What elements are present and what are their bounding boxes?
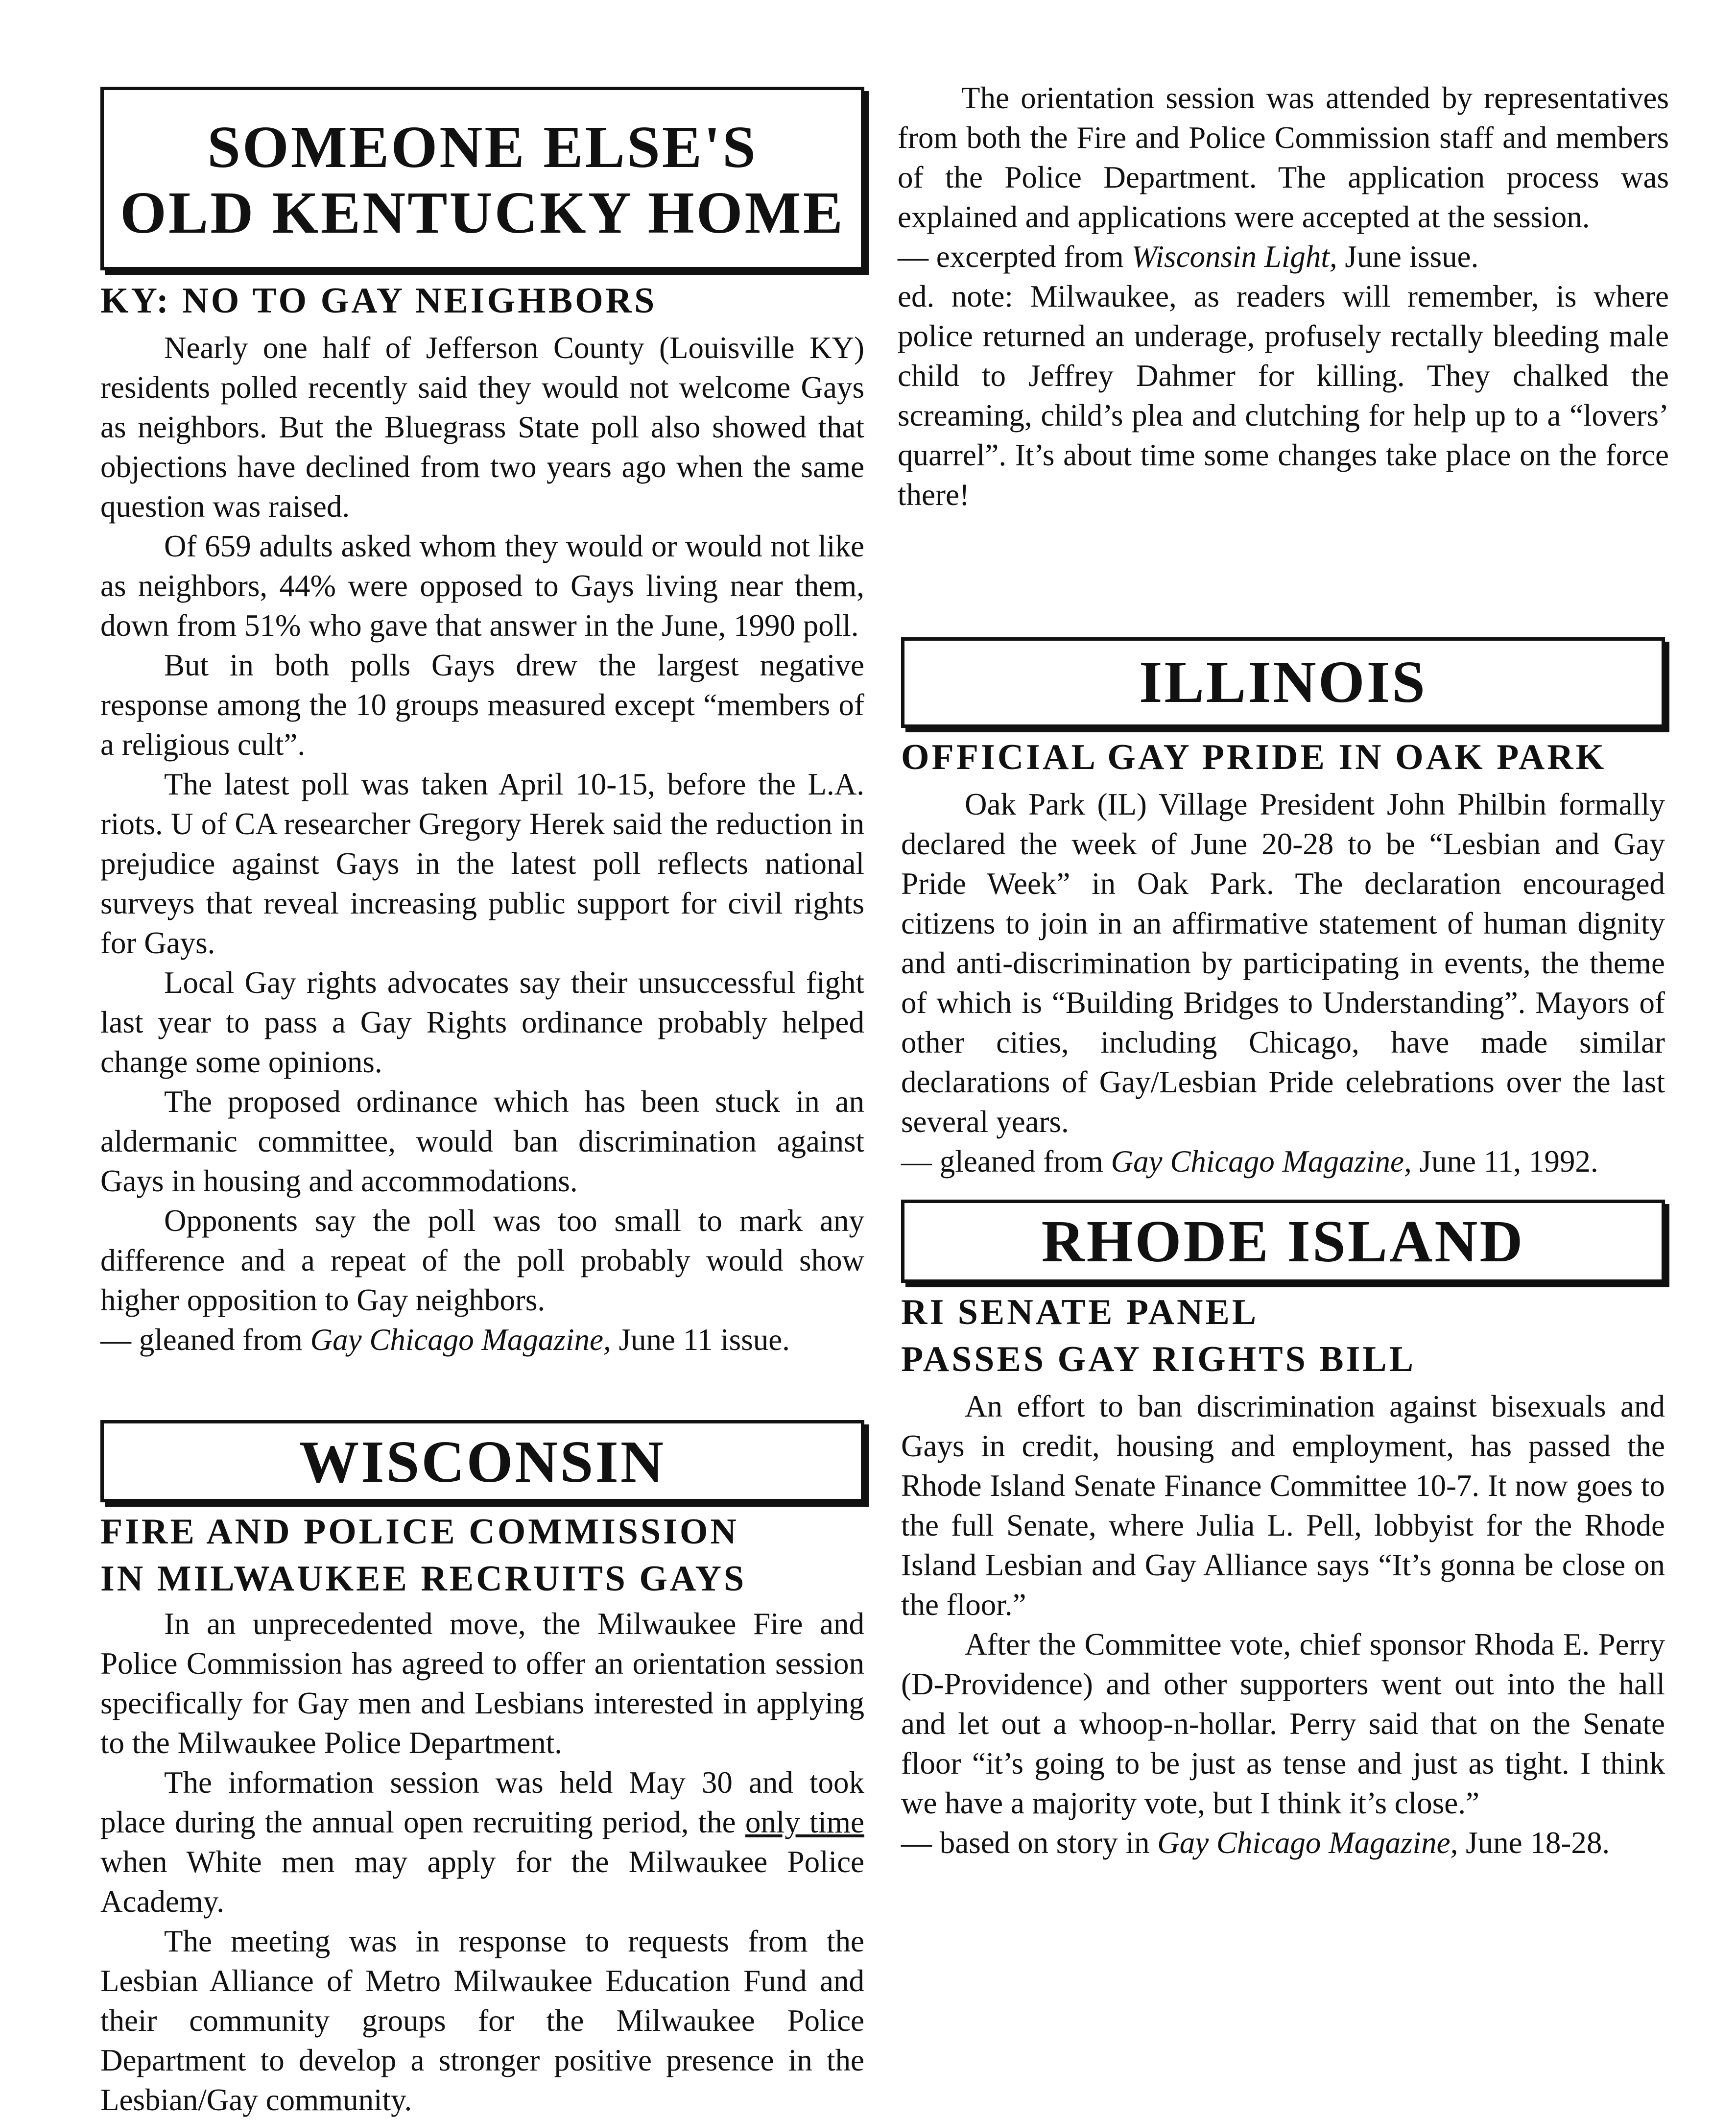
section-title: SOMEONE ELSE'S bbox=[207, 114, 758, 180]
credit-source: Wisconsin Light, bbox=[1131, 240, 1337, 274]
paragraph: Oak Park (IL) Village President John Philbin formally declared the week of June 20-28 to be “Lesbian and Gay Pride Week” in Oak Park. The declaration encouraged citizens to join in an affirmative statement of human dignity and anti-discrimination by participating in events, the theme of which is “Building Bridges to Understanding”. Mayors of other cities, including Chicago, have made similar declarations of Gay/Lesbian Pride celebrations over the last several years. bbox=[901, 787, 1665, 1139]
article-body bbox=[100, 328, 864, 1360]
illinois-section bbox=[901, 637, 1665, 1181]
left-column bbox=[100, 87, 864, 1360]
paragraph: The latest poll was taken April 10-15, before the L.A. riots. U of CA researcher Gregory Herek said the reduction in prejudice against Gays in the latest poll reflects national surveys that reveal increasing public support for civil rights for Gays. bbox=[100, 767, 864, 960]
paragraph: In an unprecedented move, the Milwaukee Fire and Police Commission has agreed to offer an orientation session specifically for Gay men and Lesbians interested in applying to the Milwaukee Police Department. bbox=[100, 1607, 864, 1760]
kentucky-section-box bbox=[100, 87, 864, 270]
text: The information session was held May 30 and took place during the annual open recruiting period, the bbox=[100, 1765, 864, 1839]
paragraph: Opponents say the poll was too small to mark any difference and a repeat of the poll probably would show higher opposition to Gay neighbors. bbox=[100, 1204, 864, 1317]
credit-prefix: — based on story in bbox=[901, 1826, 1158, 1860]
credit-prefix: — gleaned from bbox=[901, 1144, 1111, 1179]
article-body bbox=[901, 785, 1665, 1181]
section-title: WISCONSIN bbox=[299, 1429, 666, 1495]
wisconsin-continued bbox=[898, 78, 1669, 515]
headline: PASSES GAY RIGHTS BILL bbox=[901, 1339, 1416, 1379]
rhode-island-section bbox=[901, 1200, 1665, 1863]
paragraph: An effort to ban discrimination against bisexuals and Gays in credit, housing and employment, has passed the Rhode Island Senate Finance Committee 10-7. It now goes to the full Senate, where Julia L. Pell, lobbyist for the Rhode Island Lesbian and Gay Alliance says “It’s gonna be close on the floor.” bbox=[901, 1389, 1665, 1622]
text: when White men may apply for the Milwaukee Police Academy. bbox=[100, 1845, 864, 1919]
credit-prefix: — gleaned from bbox=[100, 1323, 310, 1357]
credit-line bbox=[901, 1142, 1665, 1181]
paragraph: But in both polls Gays drew the largest negative response among the 10 groups measured except “members of a religious cult”. bbox=[100, 648, 864, 762]
credit-suffix: June 18-28. bbox=[1458, 1826, 1610, 1860]
section-title: OLD KENTUCKY HOME bbox=[119, 180, 845, 246]
editor-note: ed. note: Milwaukee, as readers will remember, is where police returned an underage, profusely rectally bleeding male child to Jeffrey Dahmer for killing. They chalked the screaming, child’s plea and clutching for help up to a “lovers’ quarrel”. It’s about time some changes take place on the force there! bbox=[898, 279, 1669, 512]
headline: RI SENATE PANEL bbox=[901, 1292, 1259, 1332]
paragraph bbox=[100, 1763, 864, 1922]
paragraph: The orientation session was attended by representatives from both the Fire and Police Commission staff and members of the Police Department. The application process was explained and applications were accepted at the session. bbox=[898, 81, 1669, 234]
rhode-island-section-box bbox=[901, 1200, 1665, 1283]
paragraph: Local Gay rights advocates say their unsuccessful fight last year to pass a Gay Rights ordinance probably helped change some opinions. bbox=[100, 965, 864, 1079]
paragraph: Nearly one half of Jefferson County (Louisville KY) residents polled recently said they would not welcome Gays as neighbors. But the Bluegrass State poll also showed that objections have declined from two years ago when the same question was raised. bbox=[100, 331, 864, 524]
paragraph: After the Committee vote, chief sponsor Rhoda E. Perry (D-Providence) and other supporters went out into the hall and let out a whoop-n-hollar. Perry said that on the Senate floor “it’s going to be just as tense and just as tight. I think we have a majority vote, but I think it’s close.” bbox=[901, 1627, 1665, 1820]
credit-line bbox=[901, 1823, 1665, 1863]
paragraph: The meeting was in response to requests from the Lesbian Alliance of Metro Milwaukee Education Fund and their community groups for the Milwaukee Police Department to develop a stronger positive presence in the Lesbian/Gay community. bbox=[100, 1924, 864, 2117]
wisconsin-section bbox=[100, 1420, 864, 2120]
credit-source: Gay Chicago Magazine, bbox=[1111, 1144, 1412, 1179]
credit-suffix: June issue. bbox=[1337, 240, 1479, 274]
credit-line bbox=[100, 1320, 864, 1360]
credit-source: Gay Chicago Magazine, bbox=[310, 1323, 611, 1357]
credit-suffix: June 11 issue. bbox=[611, 1323, 790, 1357]
wisconsin-section-box bbox=[100, 1420, 864, 1502]
paragraph: The proposed ordinance which has been stuck in an aldermanic committee, would ban discrimination against Gays in housing and accommodations. bbox=[100, 1084, 864, 1198]
underlined-text: only time bbox=[745, 1805, 864, 1839]
headline: FIRE AND POLICE COMMISSION bbox=[100, 1512, 739, 1552]
illinois-section-box bbox=[901, 637, 1665, 728]
credit-suffix: June 11, 1992. bbox=[1411, 1144, 1598, 1179]
section-title: RHODE ISLAND bbox=[1041, 1208, 1525, 1275]
headline: KY: NO TO GAY NEIGHBORS bbox=[100, 281, 657, 321]
paragraph: Of 659 adults asked whom they would or would not like as neighbors, 44% were opposed to Gays living near them, down from 51% who gave that answer in the June, 1990 poll. bbox=[100, 529, 864, 643]
headline: OFFICIAL GAY PRIDE IN OAK PARK bbox=[901, 737, 1607, 777]
section-title: ILLINOIS bbox=[1139, 649, 1427, 715]
article-body bbox=[901, 1387, 1665, 1863]
article-body bbox=[100, 1604, 864, 2120]
headline: IN MILWAUKEE RECRUITS GAYS bbox=[100, 1559, 747, 1599]
credit-source: Gay Chicago Magazine, bbox=[1157, 1826, 1458, 1860]
credit-prefix: — excerpted from bbox=[898, 240, 1132, 274]
credit-line bbox=[898, 237, 1669, 277]
